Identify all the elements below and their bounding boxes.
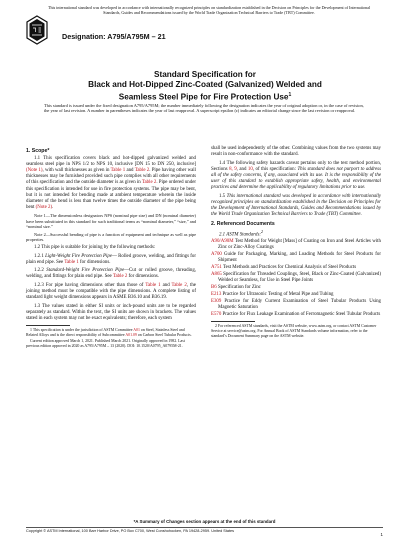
subsection-2-1: 2.1 ASTM Standards:$^2$ bbox=[219, 228, 264, 238]
paragraph-1-2-1: 1.2.1 Light-Weight Fire Protection Pipe— Rolled groove, welding, and fittings for plain end pipe. See Table 1 for dimensions. bbox=[26, 253, 196, 265]
reference-item bbox=[211, 239, 381, 251]
reference-title: Practice for Ultrasonic Testing of Metal Pipe and Tubing bbox=[221, 292, 334, 298]
reference-title: Practice for Eddy Current Examination of Steel Tubular Products Using Magnetic Saturation bbox=[218, 298, 381, 311]
link-subcommittee-a01-09[interactable]: A01.09 bbox=[125, 332, 137, 337]
footnote-divider bbox=[26, 325, 70, 326]
left-column bbox=[26, 146, 196, 350]
reference-code-link[interactable]: E570 bbox=[211, 311, 222, 317]
summary-of-changes-note: *A Summary of Changes section appears at the end of this standard bbox=[133, 519, 276, 524]
reference-title: Test Method for Weight [Mass] of Coating on Iron and Steel Articles with Zinc or Zinc-Alloy Coatings bbox=[218, 239, 381, 251]
reference-title: Guide for Packaging, Marking, and Loading Methods for Steel Products for Shipment bbox=[218, 252, 381, 264]
link-note-2[interactable]: (Note 2) bbox=[35, 204, 53, 210]
title-line-3-text: Seamless Steel Pipe for Fire Protection Use bbox=[118, 92, 289, 102]
title-footnote-marker: 1 bbox=[288, 92, 292, 98]
title-line-1: Standard Specification for bbox=[154, 70, 256, 79]
standard-issue-note: This standard is issued under the fixed designation A795/A795M; the number immediately following the designation indicates the year of original adoption or, in the case of revision, the year of last revision. A number in parentheses indicates the year of last reapproval. A superscript epsilon (ε) indicates an editorial change since the last revision or reapproval. bbox=[44, 103, 364, 114]
paragraph-1-5: 1.5 This international standard was developed in accordance with internationally recognized principles on standardization established in the Decision on Principles for the Development of International Standards, Guides and Recommendations issued by the World Trade Organization Technical Barriers to Trade (TBT) Committee. bbox=[211, 193, 381, 217]
reference-title: Specification for Threaded Couplings, Steel, Black or Zinc-Coated (Galvanized) Welded or Seamless, for Use in Steel Pipe Joints bbox=[218, 272, 381, 284]
reference-code-link[interactable]: E309 bbox=[211, 298, 222, 304]
footnote-1-edition: Current edition approved March 1, 2021. Published March 2021. Originally approved in 1982. Last previous edition approved in 2020 as A795/A795M – 13 (2020). DOI: 10.1520/A0795_A0795M-21. bbox=[26, 339, 185, 348]
reference-item bbox=[211, 272, 381, 284]
link-table-2[interactable]: Table 2 bbox=[112, 274, 128, 280]
reference-list bbox=[211, 239, 381, 318]
reference-item bbox=[211, 285, 381, 291]
section-heading-scope: 1. Scope* bbox=[26, 148, 50, 154]
reference-title: Specification for Zinc bbox=[216, 285, 261, 291]
reference-item bbox=[211, 299, 381, 311]
footnote-2: 2 For referenced ASTM standards, visit the ASTM website, www.astm.org, or contact ASTM Customer Service at service@astm.org. For Annual Book of ASTM Standards volume information, refer to the standard’s Document Summary page on the ASTM website. bbox=[211, 324, 377, 338]
designation: Designation: A795/A795M – 21 bbox=[62, 32, 166, 41]
reference-code-link[interactable]: B6 bbox=[211, 285, 217, 291]
link-table-1[interactable]: Table 1 bbox=[145, 282, 161, 288]
section-heading-referenced-documents: 2. Referenced Documents bbox=[211, 220, 275, 227]
reference-item bbox=[211, 292, 381, 298]
reference-code-link[interactable]: A90/A90M bbox=[211, 239, 234, 245]
right-column bbox=[211, 146, 381, 340]
reference-item bbox=[211, 312, 381, 318]
footnote-divider bbox=[211, 321, 255, 322]
title-line-3 bbox=[40, 90, 370, 103]
reference-code-link[interactable]: A751 bbox=[211, 265, 222, 271]
link-sections-8-9[interactable]: 8, 9 bbox=[229, 166, 237, 172]
reference-item bbox=[211, 265, 381, 271]
link-table-2[interactable]: Table 2 bbox=[141, 180, 157, 186]
reference-title: Test Methods and Practices for Chemical Analysis of Steel Products bbox=[221, 265, 357, 271]
paragraph-1-3-continued: shall be used independently of the other. Combining values from the two systems may result in non-conformance with the standard. bbox=[211, 146, 381, 158]
footnote-1: 1 This specification is under the jurisdiction of ASTM Committee A01 on Steel, Stainless Steel and Related Alloys and is the direct responsibility of Subcommittee A01.09 on Carbon Steel Tubular Products. bbox=[26, 327, 192, 337]
note-1: Note 1—The dimensionless designators NPS (nominal pipe size) and DN (nominal diameter) have been substituted in this standard for such traditional terms as “nominal diameter,” “size,” and “nominal size.” bbox=[26, 213, 196, 230]
paragraph-1-2-3: 1.2.3 For pipe having dimensions other than those of Table 1 and Table 2, the joining method must be compatible with the pipe dimensions. A complete listing of standard light weight dimensions appears in ASME B36.10 and B36.19. bbox=[26, 282, 196, 301]
reference-item bbox=[211, 252, 381, 264]
note-2: Note 2—Successful bending of pipe is a function of equipment and technique as well as pipe properties. bbox=[26, 231, 196, 243]
reference-code-link[interactable]: A700 bbox=[211, 252, 222, 258]
copyright-line: Copyright © ASTM International, 100 Barr Harbor Drive, PO Box C700, West Conshohocken, PA 19428-2959. United States bbox=[26, 527, 383, 534]
paragraph-1-2-2: 1.2.2 Standard-Weight Fire Protection Pipe—Cut or rolled groove, threading, welding, and fittings for plain end pipe. See Table 2 for dimensions. bbox=[26, 268, 196, 280]
top-notice: This international standard was developed in accordance with internationally recognized principles on standardization established in the Decision on Principles for the Development of International Standards, Guides and Recommendations issued by the World Trade Organization Technical Barriers to Trade (TBT) Committee. bbox=[47, 5, 371, 15]
paragraph-1-4: 1.4 The following safety hazards caveat pertains only to the test method portion, Sections 8, 9, and 10, of this specification: This standard does not purport to address all of the safety concerns, if any, associated with its use. It is the responsibility of the user of this standard to establish appropriate safety, health, and environmental practices and determine the applicability of regulatory limitations prior to use. bbox=[211, 160, 381, 191]
title-line-2: Black and Hot-Dipped Zinc-Coated (Galvanized) Welded and bbox=[88, 80, 322, 89]
link-table-1[interactable]: Table 1 bbox=[64, 259, 79, 265]
link-table-2[interactable]: Table 2 bbox=[134, 168, 150, 174]
standard-title bbox=[40, 70, 370, 103]
paragraph-1-1: 1.1 This specification covers black and hot-dipped galvanized welded and seamless steel pipe in NPS 1/2 to NPS 10, inclusive [DN 15 to DN 250, inclusive] (Note 1), with wall thicknesses as given in Table 1 and Table 2. Pipe having other wall thicknesses may be furnished provided such pipe complies with all other requirements of this specification and the outside diameter is as given in Table 2. Pipe ordered under this specification is intended for use in fire protection systems. The pipe may be bent, but it is not intended for bending made at ambient temperature wherein the inside diameter of the bend is less than twelve times the outside diameter of the pipe being bent (Note 2). bbox=[26, 156, 197, 210]
page-number: 1 bbox=[380, 532, 383, 537]
reference-title: Practice for Flux Leakage Examination of Ferromagnetic Steel Tubular Products bbox=[221, 311, 381, 317]
link-committee-a01[interactable]: A01 bbox=[133, 327, 140, 332]
link-note-1[interactable]: (Note 1) bbox=[26, 168, 43, 174]
paragraph-1-3: 1.3 The values stated in either SI units or inch-pound units are to be regarded separately as standard. Within the text, the SI units are shown in brackets. The values stated in each system may not be exact equivalents; therefore, each system bbox=[26, 303, 196, 321]
link-table-1[interactable]: Table 1 bbox=[110, 168, 126, 174]
reference-code-link[interactable]: A865 bbox=[211, 272, 222, 278]
link-table-2[interactable]: Table 2 bbox=[171, 282, 187, 288]
astm-logo-icon bbox=[26, 15, 48, 45]
paragraph-1-2: 1.2 This pipe is suitable for joining by the following methods: bbox=[34, 244, 156, 250]
link-section-10[interactable]: 10 bbox=[247, 166, 253, 172]
reference-code-link[interactable]: E213 bbox=[211, 292, 222, 298]
